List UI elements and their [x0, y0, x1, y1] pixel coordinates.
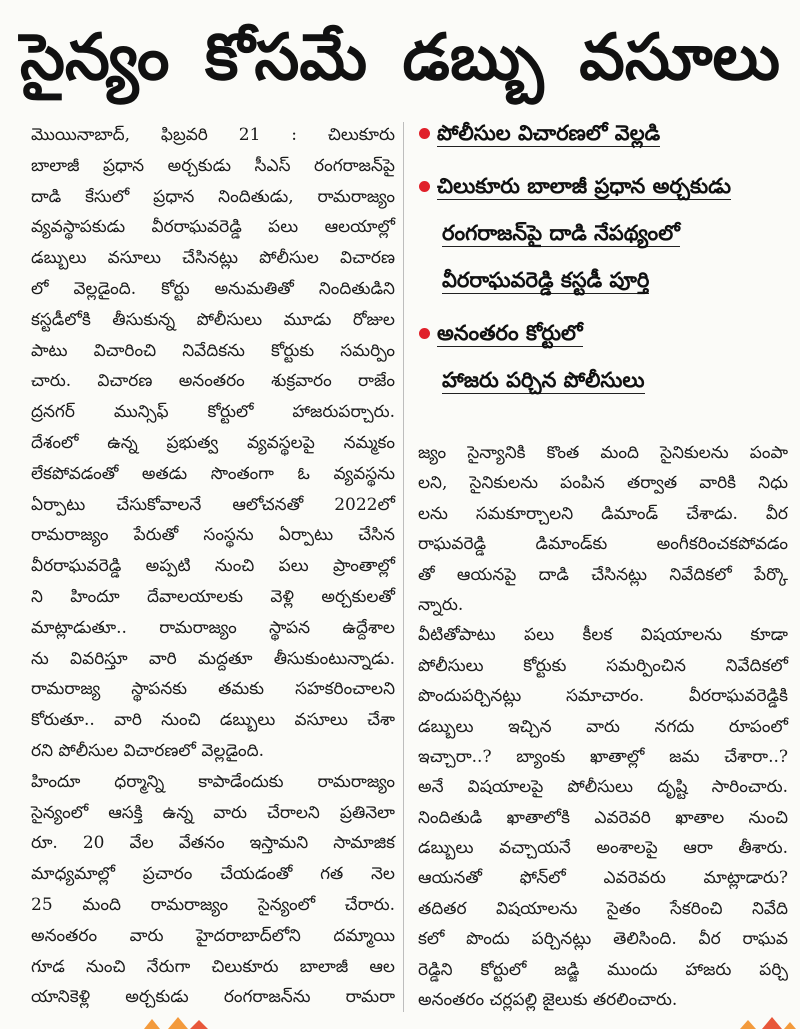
article-line: అనే విషయాలపై పోలీసులు దృష్టి సారించారు. — [418, 777, 788, 798]
article-line: లో వెల్లడైంది. కోర్టు అనుమతితో నిందితుడిని — [31, 278, 395, 299]
article-line: జ్యం సైన్యానికి కొంత మంది సైనికులను పంపా — [418, 443, 788, 463]
article-line: రామరాజ్య స్థాపనకు తమకు సహకరించాలని — [31, 679, 395, 700]
article-line: కోరుతూ.. వారి నుంచి డబ్బులు వసూలు చేశా — [31, 710, 395, 731]
article-line: మాధ్యమాల్లో ప్రచారం చేయడంతో గత నెల — [31, 864, 395, 885]
red-dot-icon — [419, 181, 430, 192]
red-dot-icon — [419, 328, 430, 339]
article-line: వ్యవస్థాపకుడు వీరరాఘవరెడ్డి పలు ఆలయాల్లో — [31, 217, 395, 238]
article-line: సైన్యంలో ఆసక్తి ఉన్న వారు చేరాలని ప్రతినెలా — [31, 802, 395, 823]
article-line: హిందూ ధర్మాన్ని కాపాడేందుకు రామరాజ్యం — [31, 771, 395, 792]
article-line: డబ్బులు ఇచ్చిన వారు నగదు రూపంలో — [418, 716, 788, 737]
article-line: ద్రనగర్ మున్సిఫ్ కోర్టులో హాజరుపర్చారు. — [31, 402, 395, 423]
article-line: నిందితుడి ఖాతాలోకి ఎవరెవరి ఖాతాల నుంచి — [418, 807, 788, 828]
article-column-left — [31, 120, 395, 1013]
article-line: రెడ్డిని కోర్టులో జడ్జి ముందు హాజరు పర్చి — [418, 959, 788, 980]
highlight-line: చిలుకూరు బాలాజీ ప్రధాన అర్చకుడు — [437, 174, 731, 198]
article-line: అనంతరం వారు హైదరాబాద్‌లోని దమ్మాయి — [31, 925, 395, 946]
article-line: ఏర్పాటు చేసుకోవాలనే ఆలోచనతో 2022లో — [31, 494, 395, 515]
article-line: రామరాజ్యం పేరుతో సంస్థను ఏర్పాటు చేసిన — [31, 525, 395, 546]
highlight-line: వీరరాఘవరెడ్డి కస్టడీ పూర్తి — [442, 268, 650, 292]
article-line: పోలీసులు కోర్టుకు సమర్పించిన నివేదికలో — [418, 655, 788, 676]
article-line: రూ. 20 వేల వేతనం ఇస్తామని సామాజిక — [31, 833, 395, 854]
highlight-line: రంగరాజన్‌పై దాడి నేపథ్యంలో — [442, 221, 680, 245]
article-line: లేకపోవడంతో అతడు సొంతంగా ఓ వ్యవస్థను — [31, 463, 395, 484]
highlight-item — [416, 110, 788, 157]
article-line: పాటు విచారించి నివేదికను కోర్టుకు సమర్పిం — [31, 340, 395, 361]
highlight-item — [416, 310, 788, 404]
article-line: తో ఆయనపై దాడి చేసినట్లు నివేదికలో పేర్కొ — [418, 564, 788, 585]
article-line: కస్టడీలోకి తీసుకున్న పోలీసులు మూడు రోజుల — [31, 309, 395, 330]
chevron-ornament-icon — [740, 1017, 796, 1029]
article-line: మాట్లాడుతూ.. రామరాజ్యం స్థాపన ఉద్దేశాల — [31, 617, 395, 638]
article-line: ఇచ్చారా..? బ్యాంకు ఖాతాల్లో జమ చేశారా..? — [418, 746, 788, 767]
article-line: రని పోలీసుల విచారణలో వెల్లడైంది. — [31, 740, 265, 761]
article-line: ఆయనతో ఫోన్‌లో ఎవరెవరు మాట్లాడారు? — [418, 868, 788, 889]
article-line: బాలాజీ ప్రధాన అర్చకుడు సీఎస్ రంగరాజన్‌పై — [31, 155, 395, 176]
column-divider — [403, 122, 404, 1012]
article-line: ని హిందూ దేవాలయాలకు వెళ్లి అర్చకులతో — [31, 586, 395, 607]
highlight-line: అనంతరం కోర్టులో — [437, 321, 583, 345]
article-line: యానికెళ్లి అర్చకుడు రంగరాజన్‌ను రామరా — [31, 987, 395, 1008]
article-line: వీరరాఘవరెడ్డి అప్పటి నుంచి పలు ప్రాంతాల్లో — [31, 556, 395, 577]
article-line: గూడ నుంచి నేరుగా చిలుకూరు బాలాజీ ఆల — [31, 956, 395, 977]
article-column-right — [418, 438, 788, 1015]
article-line: రాఘవరెడ్డి డిమాండ్‌కు అంగీకరించకపోవడం — [418, 534, 788, 555]
highlight-item — [416, 163, 788, 304]
article-line: ను వివరిస్తూ వారి మద్దతూ తీసుకుంటున్నాడు. — [31, 648, 395, 669]
article-line: మొయినాబాద్, ఫిబ్రవరి 21 : చిలుకూరు — [31, 125, 395, 145]
article-line: వీటితోపాటు పలు కీలక విషయాలను కూడా — [418, 625, 788, 646]
chevron-ornament-icon — [144, 1017, 208, 1029]
article-line: డబ్బులు వచ్చాయనే అంశాలపై ఆరా తీశారు. — [418, 838, 788, 859]
article-line: లని, సైనికులను పంపిన తర్వాత వారికి నిధు — [418, 473, 788, 494]
article-line: అనంతరం చర్లపల్లి జైలుకు తరలించారు. — [418, 990, 678, 1011]
headline: సైన్యం కోసమే డబ్బు వసూలు — [20, 21, 780, 95]
article-line: కలో పొందు పర్చినట్లు తెలిసింది. వీర రాఘవ — [418, 929, 788, 950]
article-line: న్నారు. — [418, 594, 464, 615]
article-line: 25 మంది రామరాజ్యం సైన్యంలో చేరారు. — [31, 894, 395, 915]
article-line: దేశంలో ఉన్న ప్రభుత్వ వ్యవస్థలపై నమ్మకం — [31, 432, 395, 453]
highlights-box — [416, 110, 788, 410]
highlight-line: పోలీసుల విచారణలో వెల్లడి — [437, 121, 661, 145]
article-line: డబ్బులు వసూలు చేసినట్లు పోలీసుల విచారణ — [31, 248, 395, 269]
article-line: లను సమకూర్చాలని డిమాండ్ చేశాడు. వీర — [418, 503, 788, 524]
article-line: పొందుపర్చినట్లు సమాచారం. వీరరాఘవరెడ్డికి — [418, 686, 788, 707]
article-line: దాడి కేసులో ప్రధాన నిందితుడు, రామరాజ్యం — [31, 186, 395, 207]
article-line: తదితర విషయాలను సైతం సేకరించి నివేది — [418, 898, 788, 919]
highlight-line: హాజరు పర్చిన పోలీసులు — [442, 368, 645, 392]
red-dot-icon — [419, 128, 430, 139]
article-line: చారు. విచారణ అనంతరం శుక్రవారం రాజేం — [31, 371, 395, 392]
